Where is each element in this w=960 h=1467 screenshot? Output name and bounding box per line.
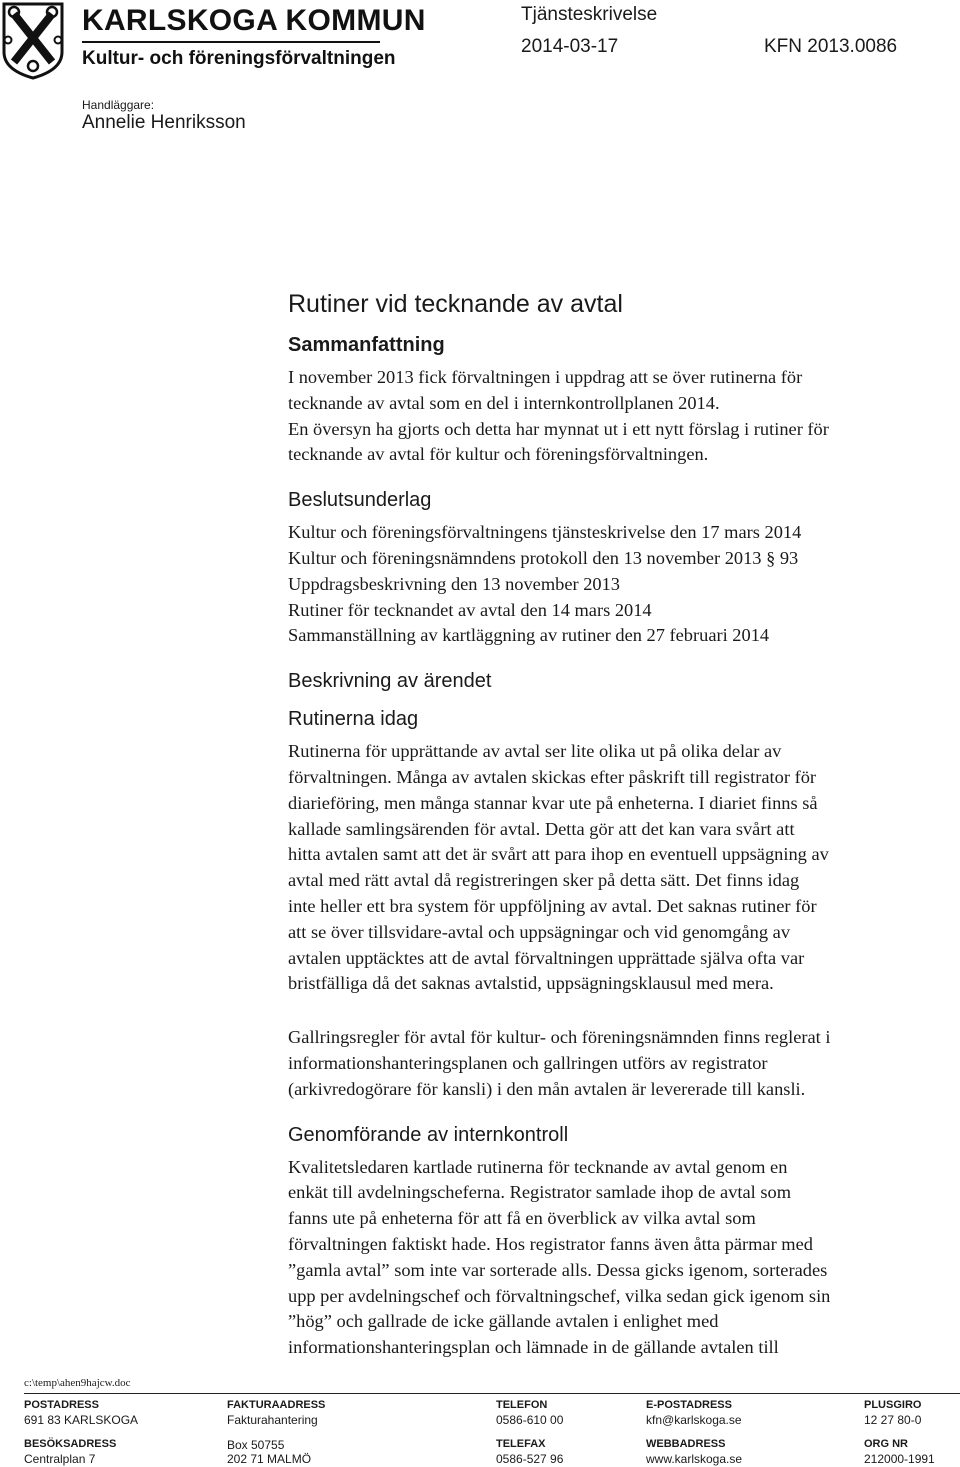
paragraph-line: enkät till avdelningscheferna. Registrator samlade ihop de avtal som <box>288 1182 792 1203</box>
paragraph-line: ”hög” och gallrade de icke gällande avtalen i enlighet med <box>288 1311 719 1332</box>
footer-phone-value: 0586-610 00 <box>496 1413 564 1427</box>
paragraph-line: informationshanteringsplan och lämnade in de gällande avtalen till <box>288 1337 779 1358</box>
footer-email-heading: E-POSTADRESS <box>646 1399 732 1411</box>
paragraph <box>288 1025 953 1102</box>
footer-plusgiro-value: 12 27 80-0 <box>864 1413 922 1427</box>
paragraph <box>288 739 953 997</box>
paragraph-line: Rutinerna för upprättande av avtal ser lite olika ut på olika delar av <box>288 741 782 762</box>
document-type: Tjänsteskrivelse <box>521 4 658 25</box>
footer-postal-value: 691 83 KARLSKOGA <box>24 1413 139 1427</box>
footer-orgnr-heading: ORG NR <box>864 1438 908 1450</box>
footer-invoice-heading: FAKTURAADRESS <box>227 1399 326 1411</box>
footer-email-link[interactable]: kfn@karlskoga.se <box>646 1413 742 1427</box>
paragraph-line: förvaltningen. Många av avtalen skickas efter påskrift till registrator för <box>288 766 817 787</box>
footer-visit-heading: BESÖKSADRESS <box>24 1438 117 1450</box>
decision-basis-item: Kultur och föreningsförvaltningens tjänsteskrivelse den 17 mars 2014 <box>288 522 802 543</box>
paragraph-line: hitta avtalen samt att det är svårt att para ihop en eventuell uppsägning av <box>288 844 829 865</box>
document-date: 2014-03-17 <box>521 36 619 57</box>
paragraph <box>288 1155 953 1361</box>
footer-orgnr-value: 212000-1991 <box>864 1452 935 1466</box>
paragraph-line: upp per avdelningschef och förvaltningschef, vilka sedan gick igenom sin <box>288 1285 831 1306</box>
summary-line: En översyn ha gjorts och detta har mynnat ut i ett nytt förslag i rutiner för <box>288 418 829 439</box>
decision-basis-item: Kultur och föreningsnämndens protokoll den 13 november 2013 § 93 <box>288 547 799 568</box>
paragraph-line: (arkivredogörare för kansli) i den mån avtalen är levererade till kansli. <box>288 1078 806 1099</box>
document-reference: KFN 2013.0086 <box>764 36 898 57</box>
paragraph-line: bristfälliga då det saknas avtalstid, uppsägningsklausul med mera. <box>288 973 774 994</box>
document-body <box>288 289 953 1361</box>
paragraph-line: informationshanteringsplanen och gallringen utförs av registrator <box>288 1052 768 1073</box>
paragraph-line: kallade samlingsärenden för avtal. Detta gör att det kan vara svårt att <box>288 818 795 839</box>
summary-line: I november 2013 fick förvaltningen i uppdrag att se över rutinerna för <box>288 367 803 387</box>
summary-line: tecknande av avtal för kultur och föreningsförvaltningen. <box>288 444 709 465</box>
paragraph-line: att se över tillsvidare-avtal och uppsägningar och vid genomgång av <box>288 921 791 942</box>
footer-invoice-value: Fakturahantering <box>227 1413 318 1427</box>
footer-divider <box>24 1393 960 1394</box>
subheading-current-routines: Rutinerna idag <box>288 708 419 731</box>
paragraph-line: avtal med rätt avtal då registreringen sker på detta sätt. Det finns idag <box>288 870 800 891</box>
footer-postal-heading: POSTADRESS <box>24 1399 99 1411</box>
decision-basis-list <box>288 520 953 649</box>
footer-visit-value: Centralplan 7 <box>24 1452 96 1466</box>
handler-label: Handläggare: <box>82 98 155 112</box>
decision-basis-item: Rutiner för tecknandet av avtal den 14 mars 2014 <box>288 599 652 620</box>
footer-plusgiro-heading: PLUSGIRO <box>864 1399 922 1411</box>
summary-line: tecknande av avtal som en del i internkontrollplanen 2014. <box>288 392 720 413</box>
description-heading: Beskrivning av ärendet <box>288 670 492 693</box>
footer-fax-value: 0586-527 96 <box>496 1452 564 1466</box>
handler-name: Annelie Henriksson <box>82 112 246 133</box>
subheading-internal-control: Genomförande av internkontroll <box>288 1123 569 1146</box>
footer-phone-heading: TELEFON <box>496 1399 548 1411</box>
footer-web-link[interactable]: www.karlskoga.se <box>646 1452 743 1466</box>
footer-invoice-city: 202 71 MALMÖ <box>227 1452 312 1466</box>
document-title: Rutiner vid tecknande av avtal <box>288 290 623 318</box>
paragraph-line: förvaltningen faktiskt hade. Hos registrator fanns även åtta pärmar med <box>288 1233 813 1254</box>
decision-basis-item: Uppdragsbeskrivning den 13 november 2013 <box>288 573 620 594</box>
summary-text <box>288 365 953 468</box>
coat-of-arms-icon <box>0 0 66 80</box>
paragraph-line: avtalen upptäcktes att de avtal förvaltningen upprättade själva ofta var <box>288 947 805 968</box>
paragraph-line: diarieföring, men många stannar kvar ute på enheterna. I diariet finns så <box>288 792 818 813</box>
paragraph-line: Gallringsregler för avtal för kultur- och föreningsnämnden finns reglerat i <box>288 1027 831 1048</box>
footer-fax-heading: TELEFAX <box>496 1438 546 1450</box>
paragraph-line: Kvalitetsledaren kartlade rutinerna för tecknande av avtal genom en <box>288 1156 788 1177</box>
paragraph-line: inte heller ett bra system för uppföljning av avtal. Det saknas rutiner för <box>288 895 817 916</box>
summary-heading: Sammanfattning <box>288 334 445 356</box>
decision-basis-item: Sammanställning av kartläggning av rutiner den 27 februari 2014 <box>288 625 770 646</box>
footer-invoice-box: Box 50755 <box>227 1438 285 1452</box>
paragraph-line: ”gamla avtal” som inte var sorterade alls. Dessa gicks igenom, sorterades <box>288 1259 828 1280</box>
paragraph-line: fanns ute på enheterna för att få en överblick av vilka avtal som <box>288 1208 756 1229</box>
footer-web-heading: WEBBADRESS <box>646 1438 726 1450</box>
decision-basis-heading: Beslutsunderlag <box>288 489 432 512</box>
header-divider <box>82 41 380 43</box>
organization-name: KARLSKOGA KOMMUN <box>82 4 426 37</box>
department-name: Kultur- och föreningsförvaltningen <box>82 48 396 69</box>
file-path: c:\temp\ahen9hajcw.doc <box>24 1377 131 1389</box>
